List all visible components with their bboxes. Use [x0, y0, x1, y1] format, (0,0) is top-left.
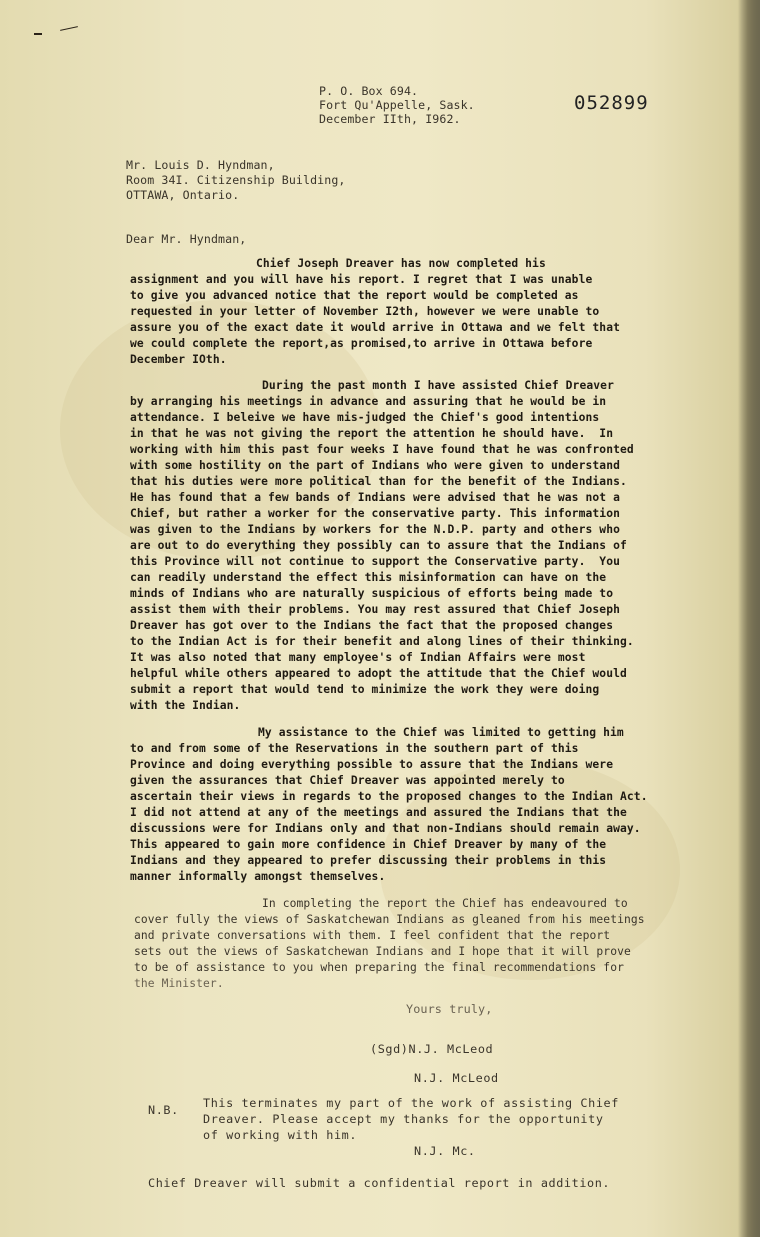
paragraph-1-line: December IOth.: [130, 353, 227, 366]
paragraph-4-line: sets out the views of Saskatchewan Indians and I hope that it will prove: [134, 945, 631, 958]
sender-po-box: P. O. Box 694.: [319, 84, 419, 98]
paragraph-3-line: This appeared to gain more confidence in Chief Dreaver by many of the: [130, 838, 607, 851]
paragraph-2-line: submit a report that would tend to minimize the work they were doing: [130, 683, 600, 696]
ink-mark: [60, 26, 78, 31]
paragraph-2-line: He has found that a few bands of Indians were advised that he was not a: [130, 491, 620, 504]
salutation: Dear Mr. Hyndman,: [126, 232, 247, 246]
paragraph-2-line: It was also noted that many employee's of Indian Affairs were most: [130, 651, 586, 664]
note-label: N.B.: [148, 1103, 179, 1117]
paragraph-4-line: and private conversations with them. I feel confident that the report: [134, 929, 611, 942]
paragraph-4-line: cover fully the views of Saskatchewan Indians as gleaned from his meetings: [134, 913, 645, 926]
paragraph-1-line: assure you of the exact date it would arrive in Ottawa and we felt that: [130, 321, 620, 334]
paragraph-3-line: I did not attend at any of the meetings and assured the Indians that the: [130, 806, 627, 819]
paragraph-2-line: was given to the Indians by workers for the N.D.P. party and others who: [130, 523, 620, 536]
paragraph-2-line: with some hostility on the part of Indians who were given to understand: [130, 459, 620, 472]
closing: Yours truly,: [406, 1002, 493, 1016]
paragraph-4-line: In completing the report the Chief has endeavoured to: [262, 897, 628, 910]
paragraph-2-line: Chief, but rather a worker for the conservative party. This information: [130, 507, 620, 520]
paragraph-1-line: requested in your letter of November I2th, however we were unable to: [130, 305, 600, 318]
paragraph-3-line: Indians and they appeared to prefer discussing their problems in this: [130, 854, 607, 867]
paragraph-3-line: discussions were for Indians only and that non-Indians should remain away.: [130, 822, 641, 835]
paragraph-3-line: to and from some of the Reservations in the southern part of this: [130, 742, 579, 755]
paragraph-2-line: minds of Indians who are naturally suspicious of efforts being made to: [130, 587, 614, 600]
paragraph-3-line: Province and doing everything possible to assure that the Indians were: [130, 758, 614, 771]
paragraph-1-line: we could complete the report,as promised,to arrive in Ottawa before: [130, 337, 593, 350]
paragraph-2-line: are out to do everything they possibly can to assure that the Indians of: [130, 539, 627, 552]
note-initials: N.J. Mc.: [414, 1144, 476, 1158]
recipient-room: Room 34I. Citizenship Building,: [126, 173, 346, 187]
paragraph-1-line: assignment and you will have his report. I regret that I was unable: [130, 273, 593, 286]
paragraph-3-line: ascertain their views in regards to the proposed changes to the Indian Act.: [130, 790, 648, 803]
paragraph-2-line: attendance. I beleive we have mis-judged the Chief's good intentions: [130, 411, 600, 424]
signature-typed: N.J. McLeod: [414, 1071, 499, 1085]
paragraph-2-line: this Province will not continue to support the Conservative party. You: [130, 555, 620, 568]
paragraph-2-line: to the Indian Act is for their benefit and along lines of their thinking.: [130, 635, 634, 648]
paragraph-2-line: can readily understand the effect this misinformation can have on the: [130, 571, 607, 584]
paragraph-2-line: assist them with their problems. You may rest assured that Chief Joseph: [130, 603, 620, 616]
sender-town: Fort Qu'Appelle, Sask.: [319, 98, 475, 112]
paragraph-2-line: helpful while others appeared to adopt the attitude that the Chief would: [130, 667, 627, 680]
recipient-city: OTTAWA, Ontario.: [126, 188, 240, 202]
ink-mark: [34, 33, 42, 35]
postscript: Chief Dreaver will submit a confidential report in addition.: [148, 1176, 611, 1190]
document-number: 052899: [574, 92, 649, 114]
paragraph-3-line: given the assurances that Chief Dreaver was appointed merely to: [130, 774, 565, 787]
paragraph-2-line: in that he was not giving the report the attention he should have. In: [130, 427, 614, 440]
paragraph-1-line: to give you advanced notice that the report would be completed as: [130, 289, 579, 302]
recipient-name: Mr. Louis D. Hyndman,: [126, 158, 275, 172]
note-line: of working with him.: [203, 1128, 358, 1142]
paragraph-4-line: to be of assistance to you when preparing the final recommendations for: [134, 961, 624, 974]
paragraph-2-line: with the Indian.: [130, 699, 241, 712]
paragraph-1-line: Chief Joseph Dreaver has now completed his: [256, 257, 546, 270]
paragraph-4-line: the Minister.: [134, 977, 224, 990]
letter-date: December IIth, I962.: [319, 112, 461, 126]
paragraph-2-line: During the past month I have assisted Chief Dreaver: [262, 379, 614, 392]
paragraph-2-line: that his duties were more political than for the benefit of the Indians.: [130, 475, 627, 488]
paragraph-2-line: by arranging his meetings in advance and assuring that he would be in: [130, 395, 607, 408]
paragraph-3-line: My assistance to the Chief was limited to getting him: [258, 726, 624, 739]
signature-sgd: (Sgd)N.J. McLeod: [370, 1042, 494, 1056]
paragraph-2-line: Dreaver has got over to the Indians the fact that the proposed changes: [130, 619, 614, 632]
paragraph-3-line: manner informally amongst themselves.: [130, 870, 386, 883]
note-line: Dreaver. Please accept my thanks for the opportunity: [203, 1112, 604, 1126]
paragraph-2-line: working with him this past four weeks I have found that he was confronted: [130, 443, 634, 456]
note-line: This terminates my part of the work of assisting Chief: [203, 1096, 619, 1110]
paper-edge-shadow: [738, 0, 760, 1237]
